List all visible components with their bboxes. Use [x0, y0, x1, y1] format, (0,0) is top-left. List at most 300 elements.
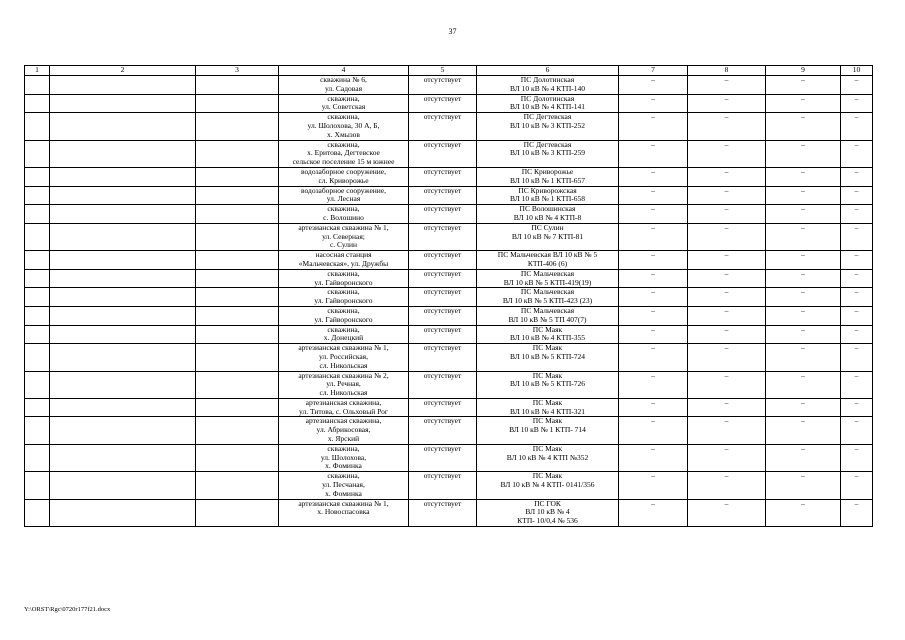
source-line: ВЛ 10 кВ № 5 КТП-726	[510, 379, 585, 389]
dash-cell: –	[688, 94, 766, 113]
source-line: ВЛ 10 кВ № 4 КТП-321	[510, 406, 585, 416]
dash-cell: –	[841, 76, 873, 95]
empty-cell	[25, 444, 50, 471]
table-header-row	[25, 66, 873, 76]
source-line: ПС Мальчевская	[520, 287, 575, 297]
empty-cell	[25, 167, 50, 186]
object-cell	[279, 167, 409, 186]
table-row	[25, 444, 873, 471]
power-source-cell	[477, 167, 619, 186]
object-line: водозаборное сооружение,	[300, 185, 387, 195]
empty-cell	[196, 223, 279, 250]
power-source-cell	[477, 205, 619, 224]
dash-cell: –	[619, 344, 688, 371]
object-line: с. Сулин	[329, 240, 358, 250]
object-line: скважина,	[327, 268, 360, 278]
object-cell	[279, 288, 409, 307]
status-cell: отсутствует	[409, 205, 477, 224]
dash-cell: –	[688, 371, 766, 398]
status-cell: отсутствует	[409, 325, 477, 344]
source-line: ПС Долотинская	[520, 75, 575, 84]
object-line: скважина,	[327, 471, 360, 481]
empty-cell	[196, 371, 279, 398]
source-line: ВЛ 10 кВ № 1 КТП-657	[510, 175, 585, 185]
dash-cell: –	[766, 444, 841, 471]
power-source-cell	[477, 472, 619, 499]
dash-cell: –	[766, 325, 841, 344]
empty-cell	[25, 306, 50, 325]
column-header: 5	[409, 66, 477, 76]
dash-cell: –	[766, 167, 841, 186]
column-header: 3	[196, 66, 279, 76]
source-line: ВЛ 10 кВ № 5 ТП 407(7)	[508, 314, 587, 324]
source-line: ПС Маяк	[532, 416, 563, 426]
column-header: 6	[477, 66, 619, 76]
dash-cell: –	[619, 167, 688, 186]
object-line: ул. Шолохова,	[320, 452, 367, 462]
object-line: скважина,	[327, 93, 360, 103]
dash-cell: –	[766, 205, 841, 224]
source-line: ВЛ 10 кВ № 4	[525, 507, 570, 517]
dash-cell: –	[619, 94, 688, 113]
power-source-cell	[477, 398, 619, 417]
dash-cell: –	[766, 251, 841, 270]
source-line: ПС Маяк	[532, 397, 563, 407]
empty-cell	[50, 167, 196, 186]
source-line: ПС Маяк	[532, 343, 563, 353]
object-line: ул. Лесная	[326, 194, 361, 204]
object-line: скважина № 6,	[320, 75, 367, 84]
power-source-cell	[477, 76, 619, 95]
object-line: х. Фоминка	[325, 461, 362, 471]
object-line: «Мальчевская», ул. Дружбы	[298, 258, 389, 268]
object-line: ул. Садовая	[324, 83, 363, 93]
object-line: ул. Речная,	[326, 379, 361, 389]
empty-cell	[25, 269, 50, 288]
dash-cell: –	[619, 186, 688, 205]
dash-cell: –	[688, 288, 766, 307]
source-line: ПС Долотинская	[520, 93, 575, 103]
empty-cell	[50, 306, 196, 325]
dash-cell: –	[841, 398, 873, 417]
object-line: скважина,	[327, 204, 360, 214]
object-line: ул. Гайворонского	[314, 296, 373, 306]
source-line: ПС Мальчевская	[520, 305, 575, 315]
dash-cell: –	[688, 251, 766, 270]
dash-cell: –	[619, 223, 688, 250]
empty-cell	[25, 140, 50, 167]
source-line: ВЛ 10 кВ № 4 КТП-355	[510, 333, 585, 343]
empty-cell	[50, 140, 196, 167]
source-line: ПС Волошинская	[519, 204, 576, 214]
empty-cell	[50, 417, 196, 444]
status-cell: отсутствует	[409, 306, 477, 325]
object-line: артезианская скважина № 1,	[298, 498, 389, 508]
dash-cell: –	[688, 167, 766, 186]
object-line: скважина,	[327, 112, 360, 122]
dash-cell: –	[766, 499, 841, 526]
dash-cell: –	[688, 499, 766, 526]
empty-cell	[50, 205, 196, 224]
dash-cell: –	[688, 472, 766, 499]
object-line: артезианская скважина,	[305, 397, 382, 407]
source-line: ПС Маяк	[532, 471, 563, 481]
empty-cell	[50, 94, 196, 113]
object-line: с. Волошино	[323, 212, 364, 222]
power-source-cell	[477, 269, 619, 288]
empty-cell	[50, 186, 196, 205]
empty-cell	[50, 398, 196, 417]
dash-cell: –	[841, 223, 873, 250]
table-row	[25, 167, 873, 186]
empty-cell	[196, 344, 279, 371]
empty-cell	[25, 76, 50, 95]
dash-cell: –	[688, 398, 766, 417]
dash-cell: –	[841, 371, 873, 398]
power-source-cell	[477, 417, 619, 444]
dash-cell: –	[841, 325, 873, 344]
dash-cell: –	[766, 398, 841, 417]
power-source-cell	[477, 344, 619, 371]
power-source-cell	[477, 94, 619, 113]
object-line: х. Донецкий	[323, 333, 364, 343]
dash-cell: –	[688, 417, 766, 444]
status-cell: отсутствует	[409, 76, 477, 95]
object-line: ул. Советская	[321, 102, 366, 112]
object-line: ул. Шолохова, 30 А, Б,	[307, 120, 380, 130]
dash-cell: –	[619, 417, 688, 444]
dash-cell: –	[766, 223, 841, 250]
empty-cell	[50, 269, 196, 288]
empty-cell	[25, 417, 50, 444]
dash-cell: –	[841, 113, 873, 140]
dash-cell: –	[841, 306, 873, 325]
table-row	[25, 417, 873, 444]
empty-cell	[50, 344, 196, 371]
power-source-cell	[477, 223, 619, 250]
power-source-cell	[477, 325, 619, 344]
dash-cell: –	[766, 472, 841, 499]
source-line: ВЛ 10 кВ № 5 КТП-423 (23)	[502, 296, 593, 306]
object-line: х. Еритова, Дегтевское	[307, 148, 380, 158]
object-cell	[279, 306, 409, 325]
object-cell	[279, 186, 409, 205]
dash-cell: –	[841, 186, 873, 205]
empty-cell	[196, 444, 279, 471]
source-line: КТП-406 (6)	[527, 258, 568, 268]
empty-cell	[196, 306, 279, 325]
power-source-cell	[477, 306, 619, 325]
empty-cell	[25, 94, 50, 113]
status-cell: отсутствует	[409, 94, 477, 113]
object-cell	[279, 417, 409, 444]
object-line: скважина,	[327, 305, 360, 315]
dash-cell: –	[688, 444, 766, 471]
table-row	[25, 288, 873, 307]
source-line: ВЛ 10 кВ № 4 КТП-140	[510, 83, 585, 93]
status-cell: отсутствует	[409, 223, 477, 250]
dash-cell: –	[766, 140, 841, 167]
empty-cell	[196, 140, 279, 167]
empty-cell	[50, 472, 196, 499]
empty-cell	[25, 344, 50, 371]
empty-cell	[196, 499, 279, 526]
dash-cell: –	[766, 306, 841, 325]
object-line: ул. Гайворонского	[314, 314, 373, 324]
empty-cell	[196, 186, 279, 205]
dash-cell: –	[766, 186, 841, 205]
dash-cell: –	[688, 344, 766, 371]
object-line: водозаборное сооружение,	[300, 166, 387, 176]
object-line: скважина,	[327, 443, 360, 453]
dash-cell: –	[841, 499, 873, 526]
source-line: ВЛ 10 кВ № 5 КТП-419(19)	[503, 277, 592, 287]
source-line: ПС Маяк	[532, 443, 563, 453]
object-line: х. Новоспасовка	[317, 507, 370, 517]
source-line: ВЛ 10 кВ № 4 КТП-8	[513, 212, 582, 222]
object-cell	[279, 76, 409, 95]
empty-cell	[50, 76, 196, 95]
empty-cell	[50, 371, 196, 398]
object-line: артезианская скважина № 1,	[298, 222, 389, 232]
source-line: ВЛ 10 кВ № 3 КТП-259	[510, 148, 585, 158]
object-line: ул. Абрикосовая,	[316, 425, 371, 435]
dash-cell: –	[841, 251, 873, 270]
object-cell	[279, 444, 409, 471]
empty-cell	[50, 325, 196, 344]
source-line: ПС Маяк	[532, 370, 563, 380]
dash-cell: –	[619, 76, 688, 95]
object-line: артезианская скважина,	[305, 416, 382, 426]
object-cell	[279, 499, 409, 526]
object-line: х. Хмызов	[327, 129, 360, 139]
empty-cell	[25, 288, 50, 307]
object-cell	[279, 269, 409, 288]
table-row	[25, 269, 873, 288]
column-header: 1	[25, 66, 50, 76]
power-source-cell	[477, 499, 619, 526]
empty-cell	[25, 398, 50, 417]
dash-cell: –	[688, 325, 766, 344]
empty-cell	[25, 325, 50, 344]
object-line: скважина,	[327, 139, 360, 149]
column-header: 2	[50, 66, 196, 76]
dash-cell: –	[688, 186, 766, 205]
table-row	[25, 186, 873, 205]
object-cell	[279, 140, 409, 167]
status-cell: отсутствует	[409, 251, 477, 270]
source-line: ВЛ 10 кВ № 7 КТП-81	[511, 231, 584, 241]
object-cell	[279, 223, 409, 250]
source-line: ПС ГОК	[534, 498, 561, 508]
dash-cell: –	[619, 140, 688, 167]
dash-cell: –	[766, 76, 841, 95]
source-line: ПС Мальчевская	[520, 268, 575, 278]
status-cell: отсутствует	[409, 472, 477, 499]
dash-cell: –	[766, 269, 841, 288]
status-cell: отсутствует	[409, 113, 477, 140]
source-line: ПС Маяк	[532, 324, 563, 334]
dash-cell: –	[841, 269, 873, 288]
dash-cell: –	[619, 288, 688, 307]
dash-cell: –	[841, 94, 873, 113]
column-header: 4	[279, 66, 409, 76]
status-cell: отсутствует	[409, 140, 477, 167]
object-cell	[279, 113, 409, 140]
empty-cell	[25, 205, 50, 224]
object-cell	[279, 398, 409, 417]
dash-cell: –	[688, 306, 766, 325]
object-cell	[279, 325, 409, 344]
object-line: ул. Российская,	[318, 351, 369, 361]
source-line: КТП- 10/0,4 № 536	[517, 516, 578, 526]
table-row	[25, 140, 873, 167]
empty-cell	[25, 223, 50, 250]
object-line: х. Ярский	[327, 434, 360, 444]
dash-cell: –	[766, 94, 841, 113]
power-source-cell	[477, 113, 619, 140]
dash-cell: –	[619, 444, 688, 471]
column-header: 9	[766, 66, 841, 76]
dash-cell: –	[619, 269, 688, 288]
dash-cell: –	[766, 288, 841, 307]
empty-cell	[196, 417, 279, 444]
dash-cell: –	[766, 371, 841, 398]
object-cell	[279, 205, 409, 224]
table-row	[25, 472, 873, 499]
column-header: 8	[688, 66, 766, 76]
dash-cell: –	[841, 140, 873, 167]
dash-cell: –	[688, 76, 766, 95]
source-line: ВЛ 10 кВ № 1 КТП- 714	[509, 425, 586, 435]
object-line: скважина,	[327, 287, 360, 297]
empty-cell	[50, 444, 196, 471]
status-cell: отсутствует	[409, 186, 477, 205]
empty-cell	[196, 94, 279, 113]
object-cell	[279, 251, 409, 270]
empty-cell	[25, 499, 50, 526]
empty-cell	[196, 325, 279, 344]
table-row	[25, 251, 873, 270]
dash-cell: –	[766, 344, 841, 371]
source-line: ВЛ 10 кВ № 3 КТП-252	[510, 120, 585, 130]
dash-cell: –	[688, 269, 766, 288]
table-row	[25, 398, 873, 417]
status-cell: отсутствует	[409, 269, 477, 288]
dash-cell: –	[841, 417, 873, 444]
dash-cell: –	[841, 472, 873, 499]
source-line: ВЛ 10 кВ № 4 КТП-141	[510, 102, 585, 112]
requirements-table	[24, 65, 873, 527]
object-cell	[279, 94, 409, 113]
dash-cell: –	[766, 113, 841, 140]
table-row	[25, 325, 873, 344]
source-line: ПС Криворожская	[518, 185, 577, 195]
table-row	[25, 371, 873, 398]
page-number: 37	[448, 27, 457, 36]
power-source-cell	[477, 288, 619, 307]
empty-cell	[25, 251, 50, 270]
dash-cell: –	[619, 205, 688, 224]
status-cell: отсутствует	[409, 398, 477, 417]
empty-cell	[50, 251, 196, 270]
object-line: ул. Северная;	[322, 231, 365, 241]
source-line: ПС Криворожье	[521, 166, 574, 176]
status-cell: отсутствует	[409, 371, 477, 398]
object-line: сл. Никольская	[319, 388, 368, 398]
empty-cell	[196, 472, 279, 499]
dash-cell: –	[619, 398, 688, 417]
object-cell	[279, 344, 409, 371]
dash-cell: –	[619, 472, 688, 499]
dash-cell: –	[688, 140, 766, 167]
dash-cell: –	[841, 167, 873, 186]
empty-cell	[196, 113, 279, 140]
dash-cell: –	[688, 113, 766, 140]
power-source-cell	[477, 371, 619, 398]
dash-cell: –	[688, 205, 766, 224]
status-cell: отсутствует	[409, 417, 477, 444]
object-cell	[279, 472, 409, 499]
empty-cell	[196, 76, 279, 95]
object-line: насосная станция	[315, 250, 372, 260]
object-line: сл. Никольская	[319, 360, 368, 370]
dash-cell: –	[619, 306, 688, 325]
source-line: ВЛ 10 кВ № 4 КТП- 0141/356	[500, 480, 595, 490]
empty-cell	[25, 371, 50, 398]
source-line: ПС Дегтевская	[523, 112, 572, 122]
empty-cell	[25, 186, 50, 205]
power-source-cell	[477, 251, 619, 270]
dash-cell: –	[619, 499, 688, 526]
dash-cell: –	[688, 223, 766, 250]
dash-cell: –	[619, 251, 688, 270]
empty-cell	[25, 472, 50, 499]
dash-cell: –	[766, 417, 841, 444]
source-line: ПС Дегтевская	[523, 139, 572, 149]
empty-cell	[196, 269, 279, 288]
empty-cell	[196, 167, 279, 186]
empty-cell	[196, 205, 279, 224]
empty-cell	[25, 113, 50, 140]
status-cell: отсутствует	[409, 167, 477, 186]
source-line: ВЛ 10 кВ № 4 КТП №352	[506, 452, 589, 462]
dash-cell: –	[841, 444, 873, 471]
dash-cell: –	[841, 344, 873, 371]
source-line: ПС Сулин	[531, 222, 564, 232]
source-line: ПС Мальчевская ВЛ 10 кВ № 5	[497, 250, 598, 260]
object-line: сл. Криворожье	[318, 175, 369, 185]
column-header: 7	[619, 66, 688, 76]
empty-cell	[50, 499, 196, 526]
empty-cell	[196, 398, 279, 417]
object-line: ул. Титова, с. Ольховый Рог	[299, 406, 388, 416]
source-line: ВЛ 10 кВ № 5 КТП-724	[510, 351, 585, 361]
dash-cell: –	[841, 205, 873, 224]
empty-cell	[50, 223, 196, 250]
table-row	[25, 113, 873, 140]
column-header: 10	[841, 66, 873, 76]
table-row	[25, 205, 873, 224]
status-cell: отсутствует	[409, 499, 477, 526]
dash-cell: –	[619, 113, 688, 140]
power-source-cell	[477, 444, 619, 471]
empty-cell	[196, 288, 279, 307]
table-row	[25, 344, 873, 371]
dash-cell: –	[619, 371, 688, 398]
object-line: артезианская скважина № 1,	[298, 343, 389, 353]
object-line: сельское поселение 15 м южнее	[292, 157, 395, 167]
